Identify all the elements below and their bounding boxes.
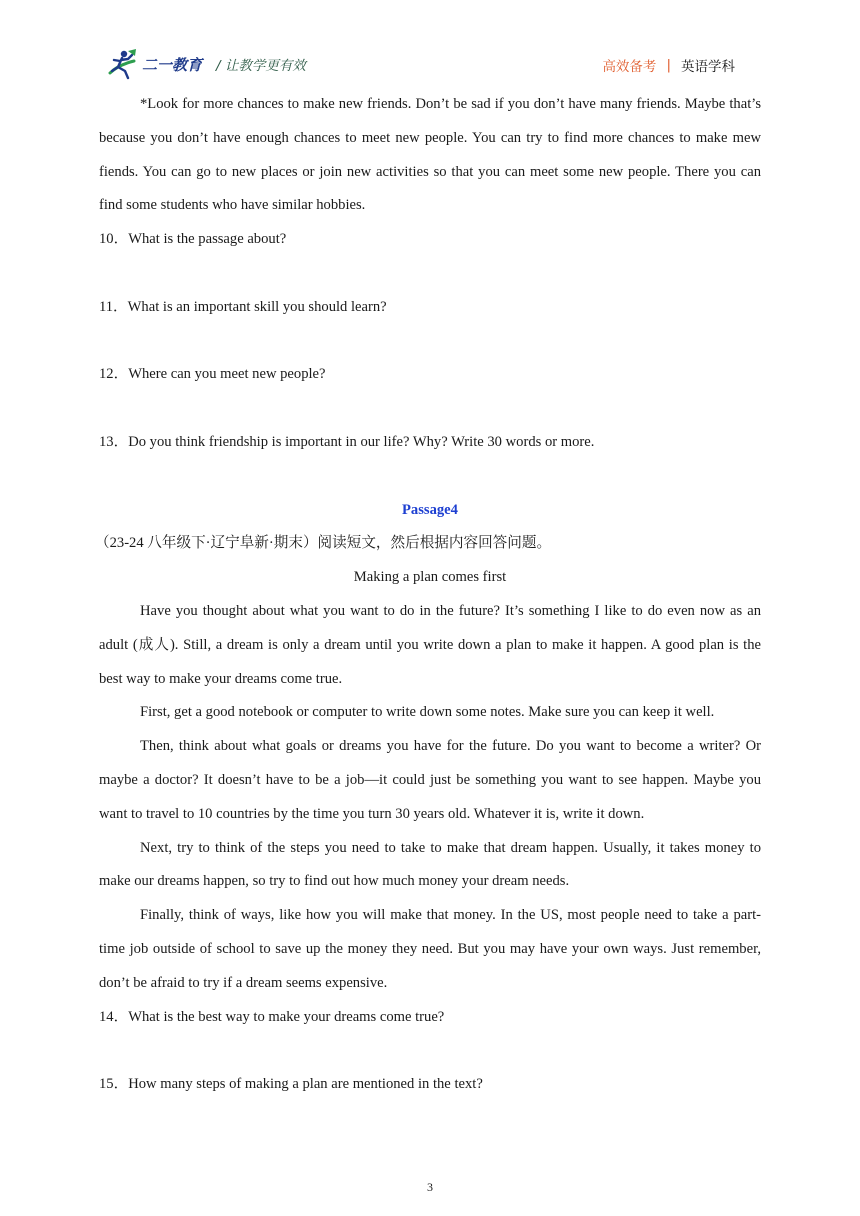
header-subject (602, 55, 735, 75)
runner-logo-icon (104, 47, 140, 81)
brand-logo (104, 46, 306, 82)
question-10: 10．What is the passage about? (99, 231, 287, 248)
document-body (95, 88, 761, 1102)
article-title: Making a plan comes first (353, 569, 507, 586)
brand-slogan: / 让教学更有效 (216, 58, 306, 74)
question-15: 15．How many steps of making a plan are mentioned in the text? (99, 1076, 483, 1093)
question-12: 12．Where can you meet new people? (99, 366, 326, 383)
question-14: 14．What is the best way to make your dreams come true? (99, 1008, 445, 1025)
page-header (104, 46, 760, 82)
header-separator: | (666, 57, 671, 73)
passage-source: （23-24 八年级下·辽宁阜新·期末）阅读短文，然后根据内容回答问题。 (95, 535, 552, 552)
article-paragraph: First, get a good notebook or computer to write down some notes. Make sure you can keep it well. (140, 704, 715, 721)
article-paragraph: Finally, think of ways, like how you will make that money. In the US, most people need to take a part-time job outside of school to save up the money they need. But you may have your own ways. Just remember, don’t be afraid to try if a dream seems expensive. (99, 907, 761, 991)
brand-name: 二一教育 (142, 55, 203, 74)
page-number: 3 (427, 1180, 433, 1194)
paragraph-make-friends: *Look for more chances to make new friends. Don’t be sad if you don’t have many friends. Maybe that’s because you don’t have enough chances to meet new people. You can try to find more chances to make mew fiends. You can go to new places or join new activities so that you can meet some new people. There you can find some students who have similar hobbies. (99, 96, 761, 214)
question-11: 11．What is an important skill you should learn? (99, 298, 387, 315)
question-13: 13．Do you think friendship is important in our life? Why? Write 30 words or more. (99, 433, 595, 450)
article-paragraph: Next, try to think of the steps you need to take to make that dream happen. Usually, it takes money to make our dreams happen, so try to find out how much money your dream needs. (99, 839, 761, 890)
article-paragraph: Have you thought about what you want to do in the future? It’s something I like to do even now as an adult (成人). Still, a dream is only a dream until you write down a plan to make it happen. A good plan is the best way to make your dreams come true. (99, 602, 761, 687)
passage-title: Passage4 (402, 501, 458, 518)
header-subject-name: 英语学科 (681, 59, 735, 75)
header-exam-prep: 高效备考 (602, 59, 657, 75)
article-paragraph: Then, think about what goals or dreams you have for the future. Do you want to become a writer? Or maybe a doctor? It doesn’t have to be a job—it could just be something you want to see happen. Maybe you want to travel to 10 countries by the time you turn 30 years old. Whatever it is, write it down. (99, 738, 761, 822)
